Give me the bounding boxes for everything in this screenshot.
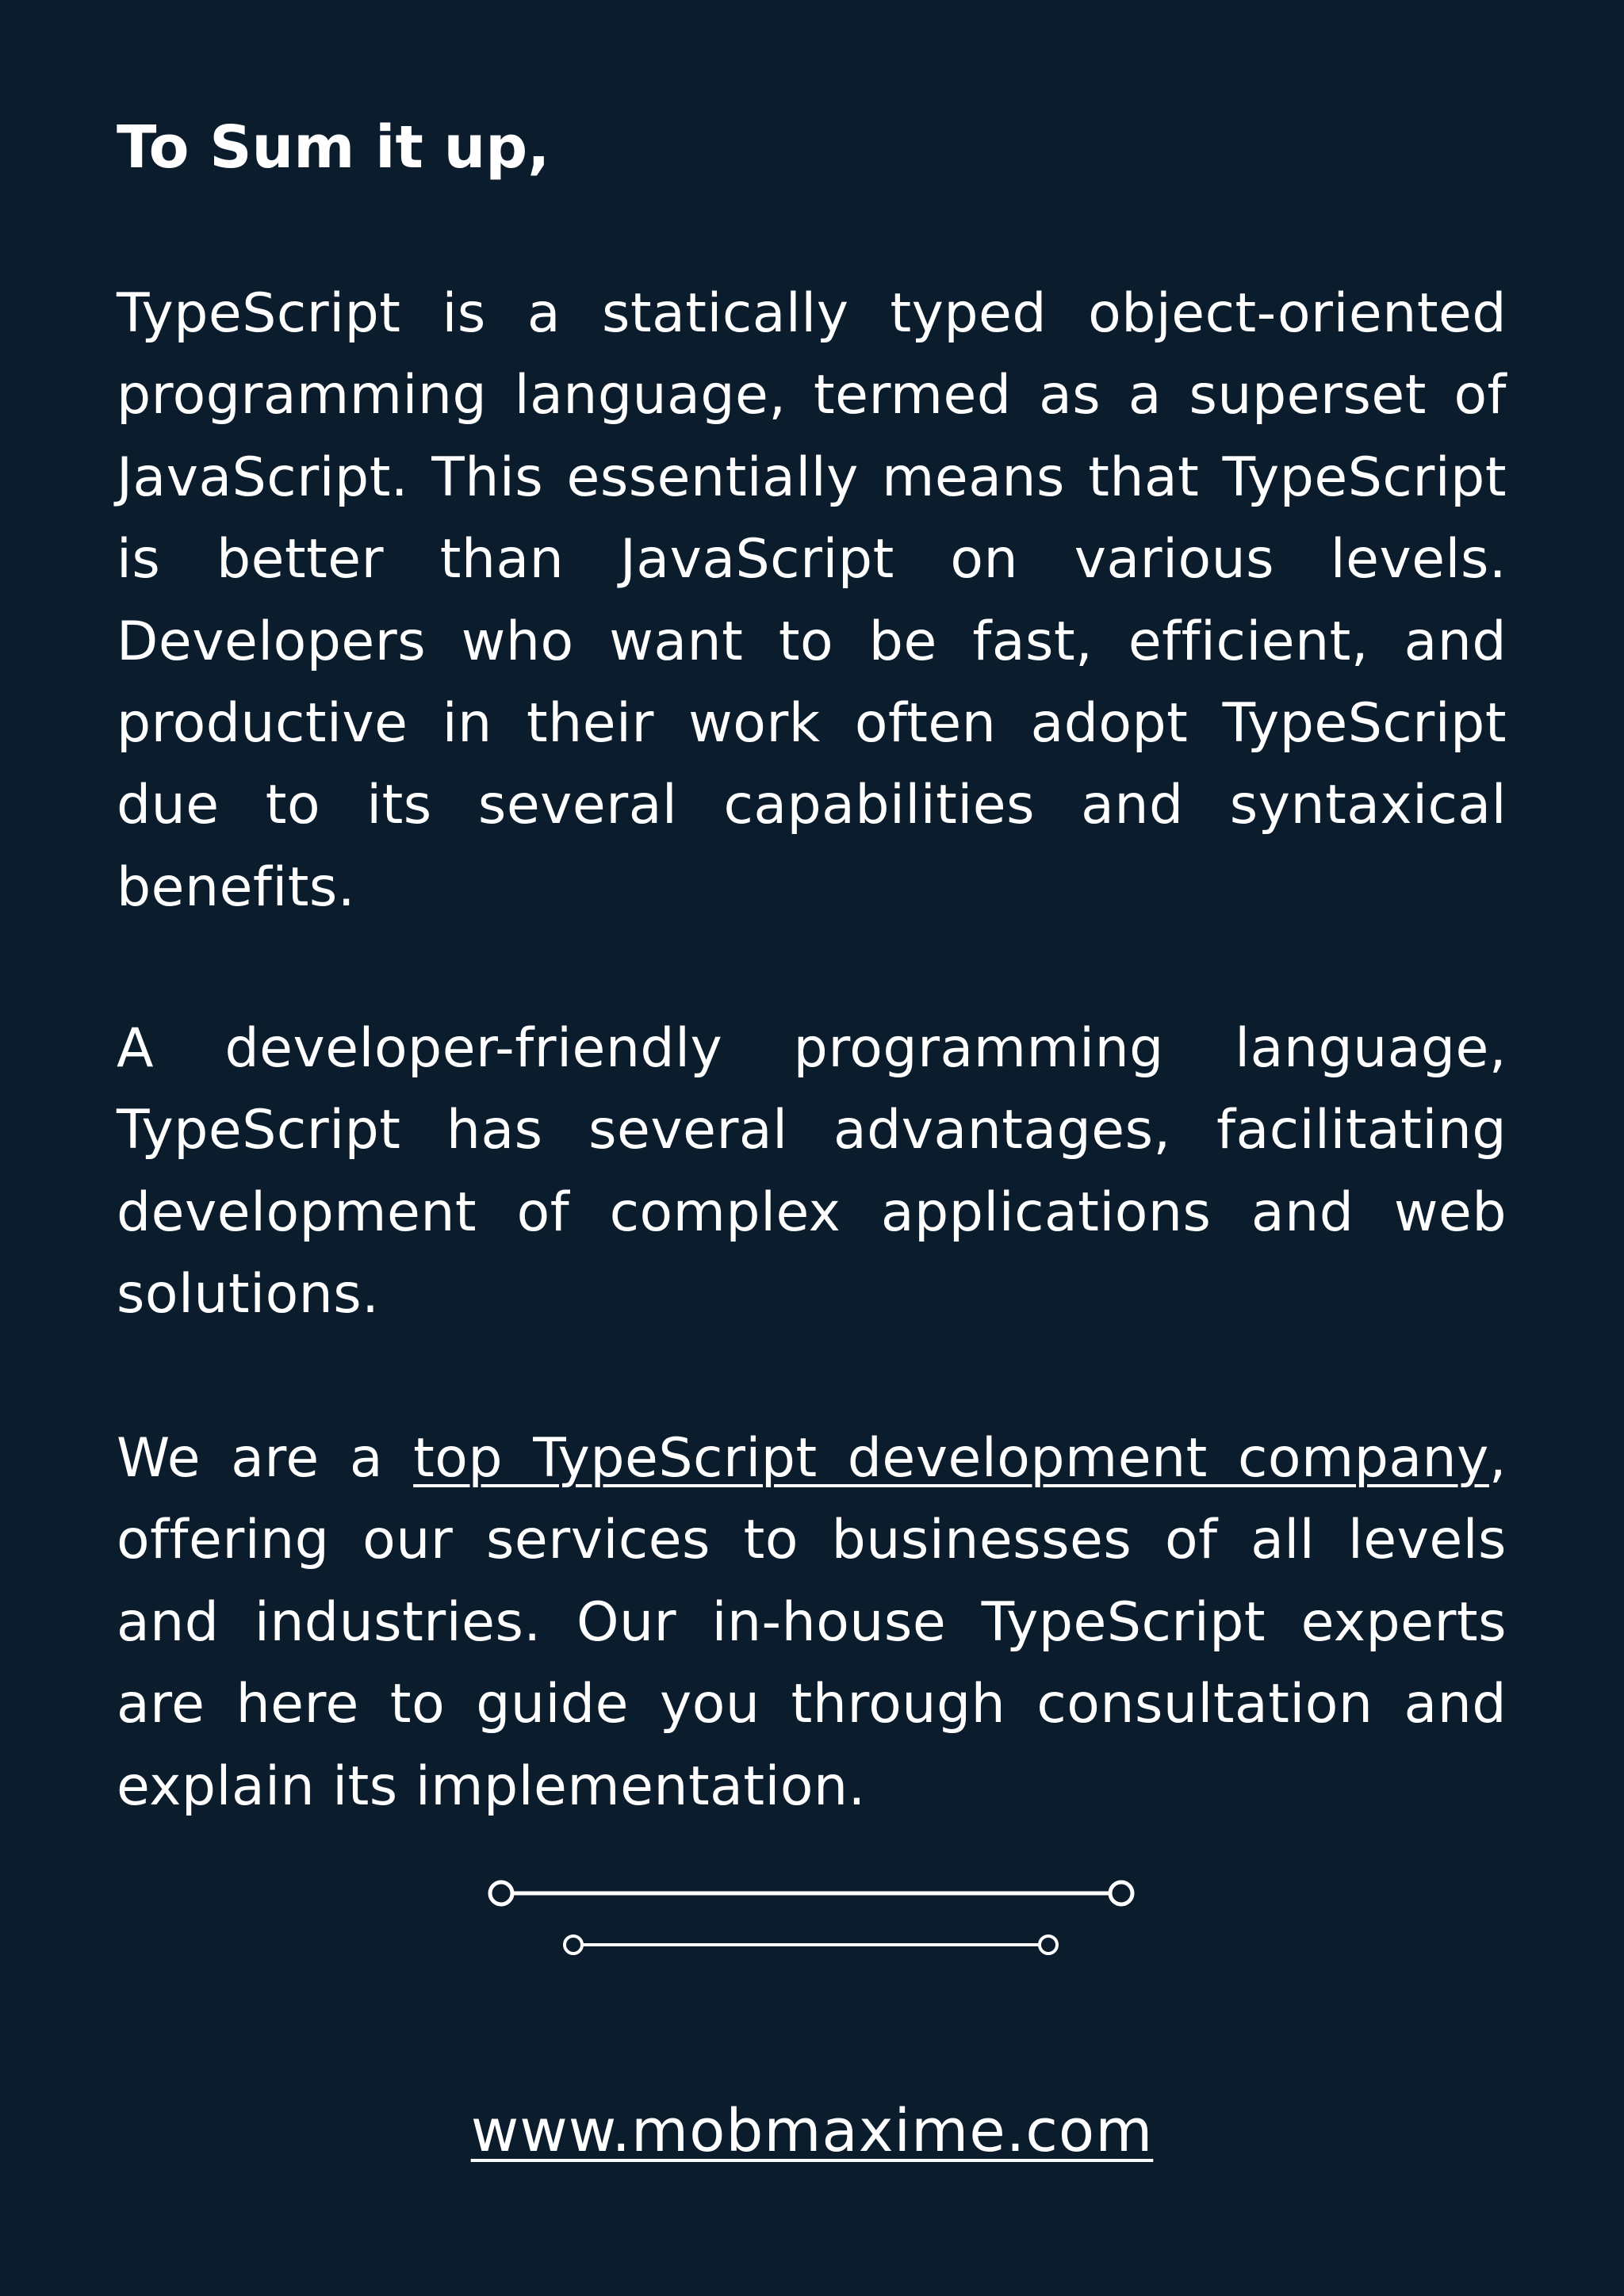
company-link[interactable]: top TypeScript development company [413,1427,1489,1490]
heading-title: To Sum it up, [117,113,550,182]
connector-node-bottom-right [1040,1936,1057,1954]
paragraph-intro: TypeScript is a statically typed object-oriented programming language, termed as a superset of JavaScript. This essentially means that TypeScript is better than JavaScript on various levels. Developers who want to be fast, efficient, and productive in their work often adopt TypeScript due to its several capabilities and syntaxical benefits. [117,282,1507,919]
company-text-prefix: We are a [117,1427,414,1490]
connector-node-bottom-left [565,1936,582,1954]
website-footer [0,2091,1624,2171]
connector-node-top-right [1110,1882,1132,1904]
company-text-suffix: , offering our services to businesses of all levels and industries. Our in-house TypeScript experts are here to guide you through consultation and explain its implementation. [117,1427,1507,1818]
connector-node-top-left [490,1882,512,1904]
website-link[interactable]: www.mobmaxime.com [470,2097,1154,2165]
paragraph-advantages: A developer-friendly programming language, TypeScript has several advantages, facilitating development of complex applications and web solutions. [117,1017,1507,1326]
